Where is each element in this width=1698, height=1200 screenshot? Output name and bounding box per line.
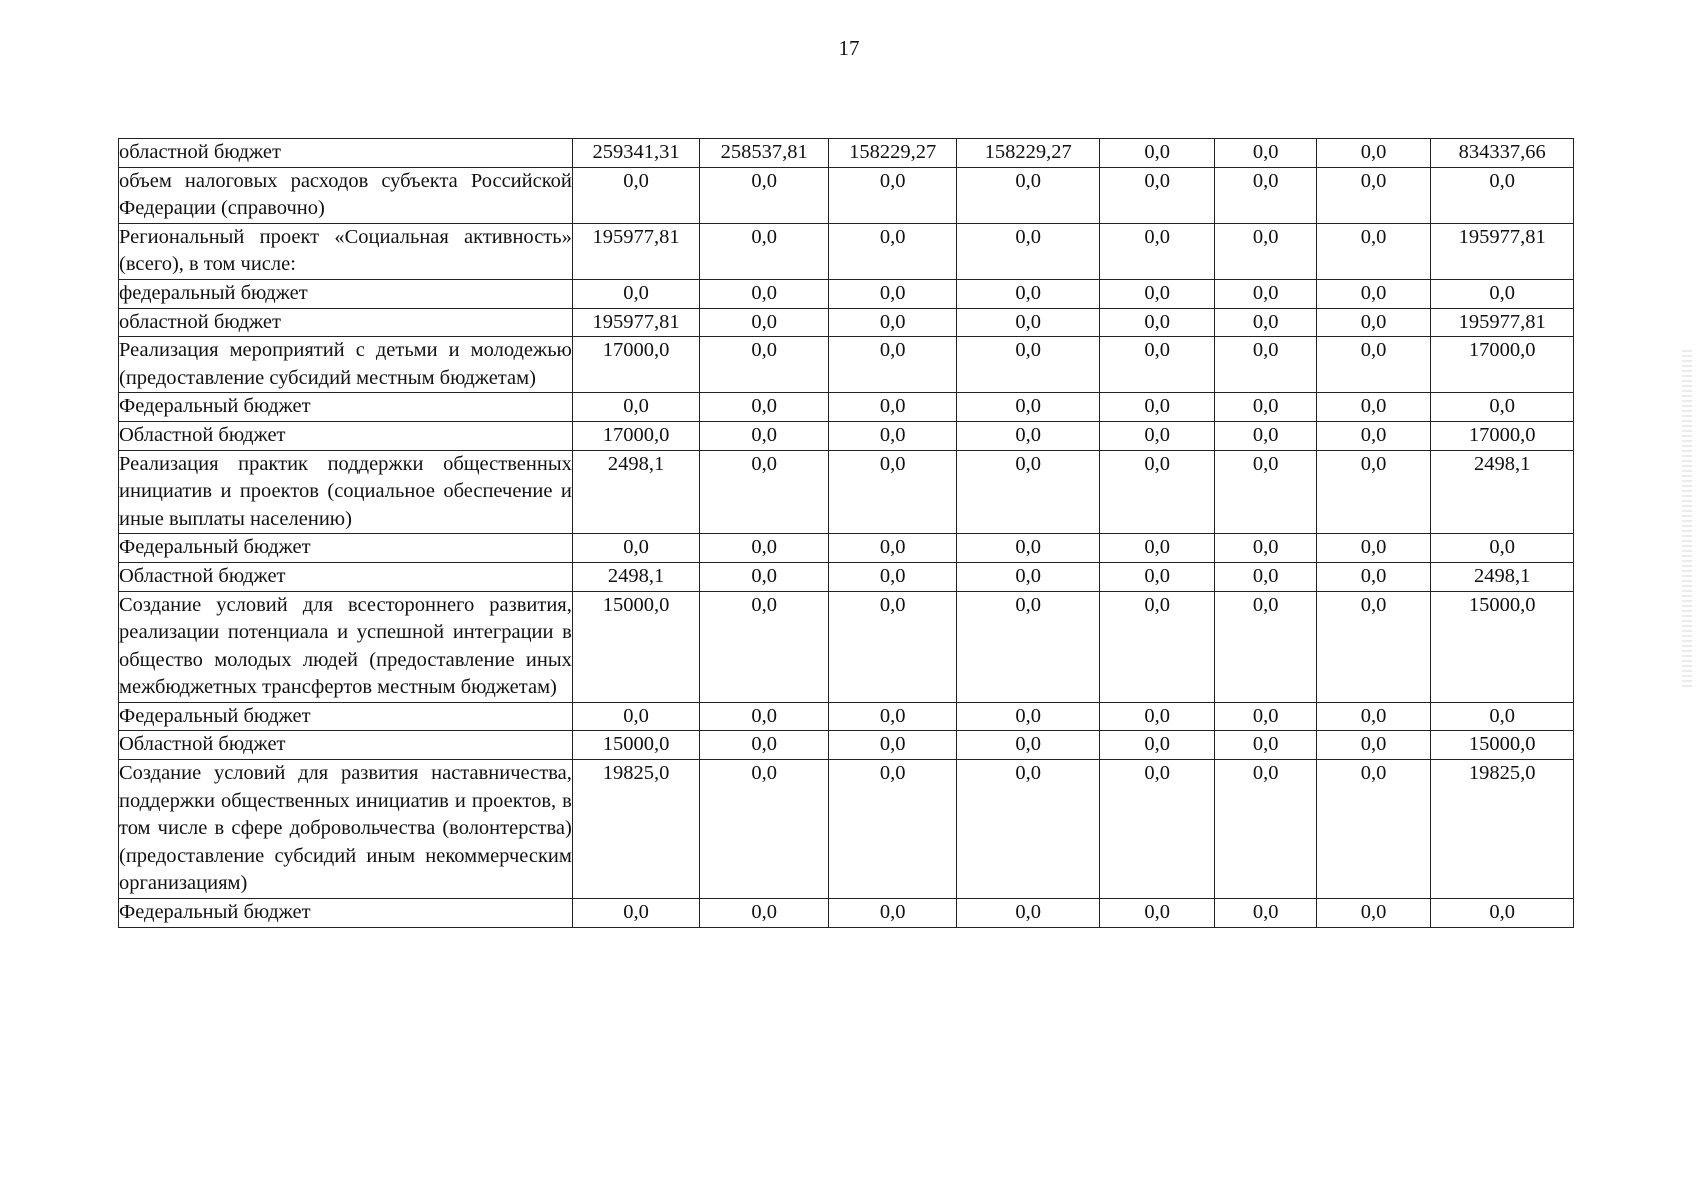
value-cell: 0,0 [1316, 899, 1430, 928]
value-cell: 0,0 [700, 731, 829, 760]
value-cell: 0,0 [700, 450, 829, 534]
total-cell: 0,0 [1431, 279, 1574, 308]
value-cell: 0,0 [1099, 223, 1214, 279]
value-cell: 0,0 [572, 279, 700, 308]
value-cell: 0,0 [700, 534, 829, 563]
value-cell: 0,0 [1215, 223, 1316, 279]
value-cell: 0,0 [700, 337, 829, 393]
row-label: федеральный бюджет [119, 279, 573, 308]
value-cell: 0,0 [1215, 702, 1316, 731]
value-cell: 0,0 [700, 899, 829, 928]
value-cell: 0,0 [828, 760, 957, 899]
value-cell: 0,0 [1099, 393, 1214, 422]
total-cell: 834337,66 [1431, 139, 1574, 168]
total-cell: 19825,0 [1431, 760, 1574, 899]
value-cell: 0,0 [828, 562, 957, 591]
value-cell: 0,0 [1215, 279, 1316, 308]
value-cell: 0,0 [700, 279, 829, 308]
value-cell: 0,0 [957, 562, 1100, 591]
value-cell: 0,0 [1099, 591, 1214, 702]
value-cell: 0,0 [1316, 139, 1430, 168]
value-cell: 0,0 [957, 421, 1100, 450]
total-cell: 0,0 [1431, 393, 1574, 422]
total-cell: 17000,0 [1431, 337, 1574, 393]
value-cell: 0,0 [828, 167, 957, 223]
page-number: 17 [838, 36, 860, 60]
row-label: Федеральный бюджет [119, 702, 573, 731]
value-cell: 158229,27 [828, 139, 957, 168]
total-cell: 17000,0 [1431, 421, 1574, 450]
value-cell: 195977,81 [572, 308, 700, 337]
value-cell: 0,0 [1316, 279, 1430, 308]
table-row [119, 899, 1574, 928]
value-cell: 0,0 [1215, 421, 1316, 450]
value-cell: 0,0 [957, 167, 1100, 223]
value-cell: 0,0 [957, 591, 1100, 702]
value-cell: 0,0 [1099, 139, 1214, 168]
value-cell: 0,0 [957, 899, 1100, 928]
value-cell: 0,0 [700, 591, 829, 702]
value-cell: 0,0 [828, 534, 957, 563]
value-cell: 17000,0 [572, 337, 700, 393]
value-cell: 0,0 [957, 731, 1100, 760]
value-cell: 0,0 [1316, 337, 1430, 393]
value-cell: 0,0 [957, 308, 1100, 337]
value-cell: 0,0 [700, 393, 829, 422]
value-cell: 0,0 [1316, 562, 1430, 591]
value-cell: 0,0 [1099, 562, 1214, 591]
value-cell: 258537,81 [700, 139, 829, 168]
table-row [119, 450, 1574, 534]
value-cell: 0,0 [828, 421, 957, 450]
value-cell: 0,0 [828, 702, 957, 731]
value-cell: 0,0 [957, 760, 1100, 899]
value-cell: 0,0 [572, 167, 700, 223]
value-cell: 0,0 [1316, 591, 1430, 702]
row-label: Федеральный бюджет [119, 534, 573, 563]
value-cell: 0,0 [828, 223, 957, 279]
table-row [119, 760, 1574, 899]
total-cell: 0,0 [1431, 167, 1574, 223]
value-cell: 0,0 [1316, 167, 1430, 223]
value-cell: 0,0 [957, 702, 1100, 731]
total-cell: 195977,81 [1431, 308, 1574, 337]
row-label: Областной бюджет [119, 562, 573, 591]
row-label: Реализация практик поддержки общественных инициатив и проектов (социальное обеспечение и иные выплаты населению) [119, 450, 573, 534]
total-cell: 15000,0 [1431, 591, 1574, 702]
value-cell: 0,0 [1215, 308, 1316, 337]
total-cell: 0,0 [1431, 534, 1574, 563]
row-label: Областной бюджет [119, 731, 573, 760]
table-row [119, 534, 1574, 563]
value-cell: 0,0 [572, 899, 700, 928]
value-cell: 0,0 [828, 591, 957, 702]
value-cell: 0,0 [828, 308, 957, 337]
value-cell: 0,0 [700, 702, 829, 731]
row-label: Областной бюджет [119, 421, 573, 450]
value-cell: 0,0 [957, 337, 1100, 393]
value-cell: 0,0 [1316, 731, 1430, 760]
value-cell: 0,0 [1099, 899, 1214, 928]
value-cell: 0,0 [1316, 223, 1430, 279]
row-label: Федеральный бюджет [119, 899, 573, 928]
value-cell: 0,0 [1316, 534, 1430, 563]
budget-table [118, 138, 1574, 928]
row-label: объем налоговых расходов субъекта Российской Федерации (справочно) [119, 167, 573, 223]
value-cell: 15000,0 [572, 731, 700, 760]
table-row [119, 337, 1574, 393]
value-cell: 0,0 [700, 308, 829, 337]
table-row [119, 308, 1574, 337]
table-row [119, 702, 1574, 731]
value-cell: 259341,31 [572, 139, 700, 168]
table-row [119, 393, 1574, 422]
row-label: Создание условий для всестороннего развития, реализации потенциала и успешной интеграции в общество молодых людей (предоставление иных межбюджетных трансфертов местным бюджетам) [119, 591, 573, 702]
value-cell: 0,0 [1316, 421, 1430, 450]
value-cell: 0,0 [828, 899, 957, 928]
table-row [119, 731, 1574, 760]
value-cell: 0,0 [1099, 450, 1214, 534]
table-row [119, 591, 1574, 702]
value-cell: 0,0 [1099, 534, 1214, 563]
value-cell: 0,0 [1316, 450, 1430, 534]
value-cell: 0,0 [572, 702, 700, 731]
value-cell: 19825,0 [572, 760, 700, 899]
value-cell: 0,0 [1099, 337, 1214, 393]
value-cell: 0,0 [957, 279, 1100, 308]
value-cell: 0,0 [1316, 702, 1430, 731]
row-label: Создание условий для развития наставничества, поддержки общественных инициатив и проектов, в том числе в сфере добровольчества (волонтерства) (предоставление субсидий иным некоммерческим организациям) [119, 760, 573, 899]
value-cell: 0,0 [1099, 731, 1214, 760]
row-label: областной бюджет [119, 308, 573, 337]
value-cell: 0,0 [1215, 591, 1316, 702]
row-label: Реализация мероприятий с детьми и молодежью (предоставление субсидий местным бюджетам) [119, 337, 573, 393]
value-cell: 0,0 [1316, 760, 1430, 899]
value-cell: 0,0 [957, 534, 1100, 563]
value-cell: 0,0 [828, 731, 957, 760]
total-cell: 15000,0 [1431, 731, 1574, 760]
value-cell: 0,0 [572, 534, 700, 563]
value-cell: 0,0 [957, 393, 1100, 422]
value-cell: 0,0 [1099, 279, 1214, 308]
value-cell: 0,0 [1099, 308, 1214, 337]
value-cell: 0,0 [1215, 393, 1316, 422]
value-cell: 0,0 [828, 337, 957, 393]
value-cell: 15000,0 [572, 591, 700, 702]
value-cell: 0,0 [1316, 308, 1430, 337]
value-cell: 0,0 [1215, 562, 1316, 591]
value-cell: 0,0 [1099, 702, 1214, 731]
value-cell: 0,0 [700, 760, 829, 899]
value-cell: 0,0 [700, 421, 829, 450]
total-cell: 2498,1 [1431, 562, 1574, 591]
value-cell: 0,0 [1215, 534, 1316, 563]
row-label: Федеральный бюджет [119, 393, 573, 422]
value-cell: 0,0 [828, 279, 957, 308]
value-cell: 0,0 [1215, 337, 1316, 393]
value-cell: 0,0 [700, 562, 829, 591]
value-cell: 0,0 [1215, 450, 1316, 534]
table-row [119, 279, 1574, 308]
row-label: областной бюджет [119, 139, 573, 168]
value-cell: 0,0 [1099, 760, 1214, 899]
value-cell: 0,0 [1215, 899, 1316, 928]
value-cell: 0,0 [700, 223, 829, 279]
value-cell: 0,0 [1215, 760, 1316, 899]
value-cell: 158229,27 [957, 139, 1100, 168]
value-cell: 2498,1 [572, 562, 700, 591]
value-cell: 0,0 [828, 393, 957, 422]
table-row [119, 562, 1574, 591]
value-cell: 0,0 [957, 450, 1100, 534]
scan-artifact [1682, 350, 1692, 690]
value-cell: 0,0 [1316, 393, 1430, 422]
value-cell: 17000,0 [572, 421, 700, 450]
value-cell: 0,0 [957, 223, 1100, 279]
value-cell: 0,0 [1099, 167, 1214, 223]
value-cell: 0,0 [1215, 731, 1316, 760]
value-cell: 195977,81 [572, 223, 700, 279]
table-row [119, 223, 1574, 279]
total-cell: 195977,81 [1431, 223, 1574, 279]
value-cell: 0,0 [700, 167, 829, 223]
table-row [119, 421, 1574, 450]
value-cell: 0,0 [1215, 167, 1316, 223]
value-cell: 0,0 [1099, 421, 1214, 450]
value-cell: 0,0 [828, 450, 957, 534]
row-label: Региональный проект «Социальная активность» (всего), в том числе: [119, 223, 573, 279]
total-cell: 0,0 [1431, 899, 1574, 928]
table-row [119, 139, 1574, 168]
value-cell: 0,0 [572, 393, 700, 422]
total-cell: 0,0 [1431, 702, 1574, 731]
value-cell: 0,0 [1215, 139, 1316, 168]
table-row [119, 167, 1574, 223]
total-cell: 2498,1 [1431, 450, 1574, 534]
value-cell: 2498,1 [572, 450, 700, 534]
